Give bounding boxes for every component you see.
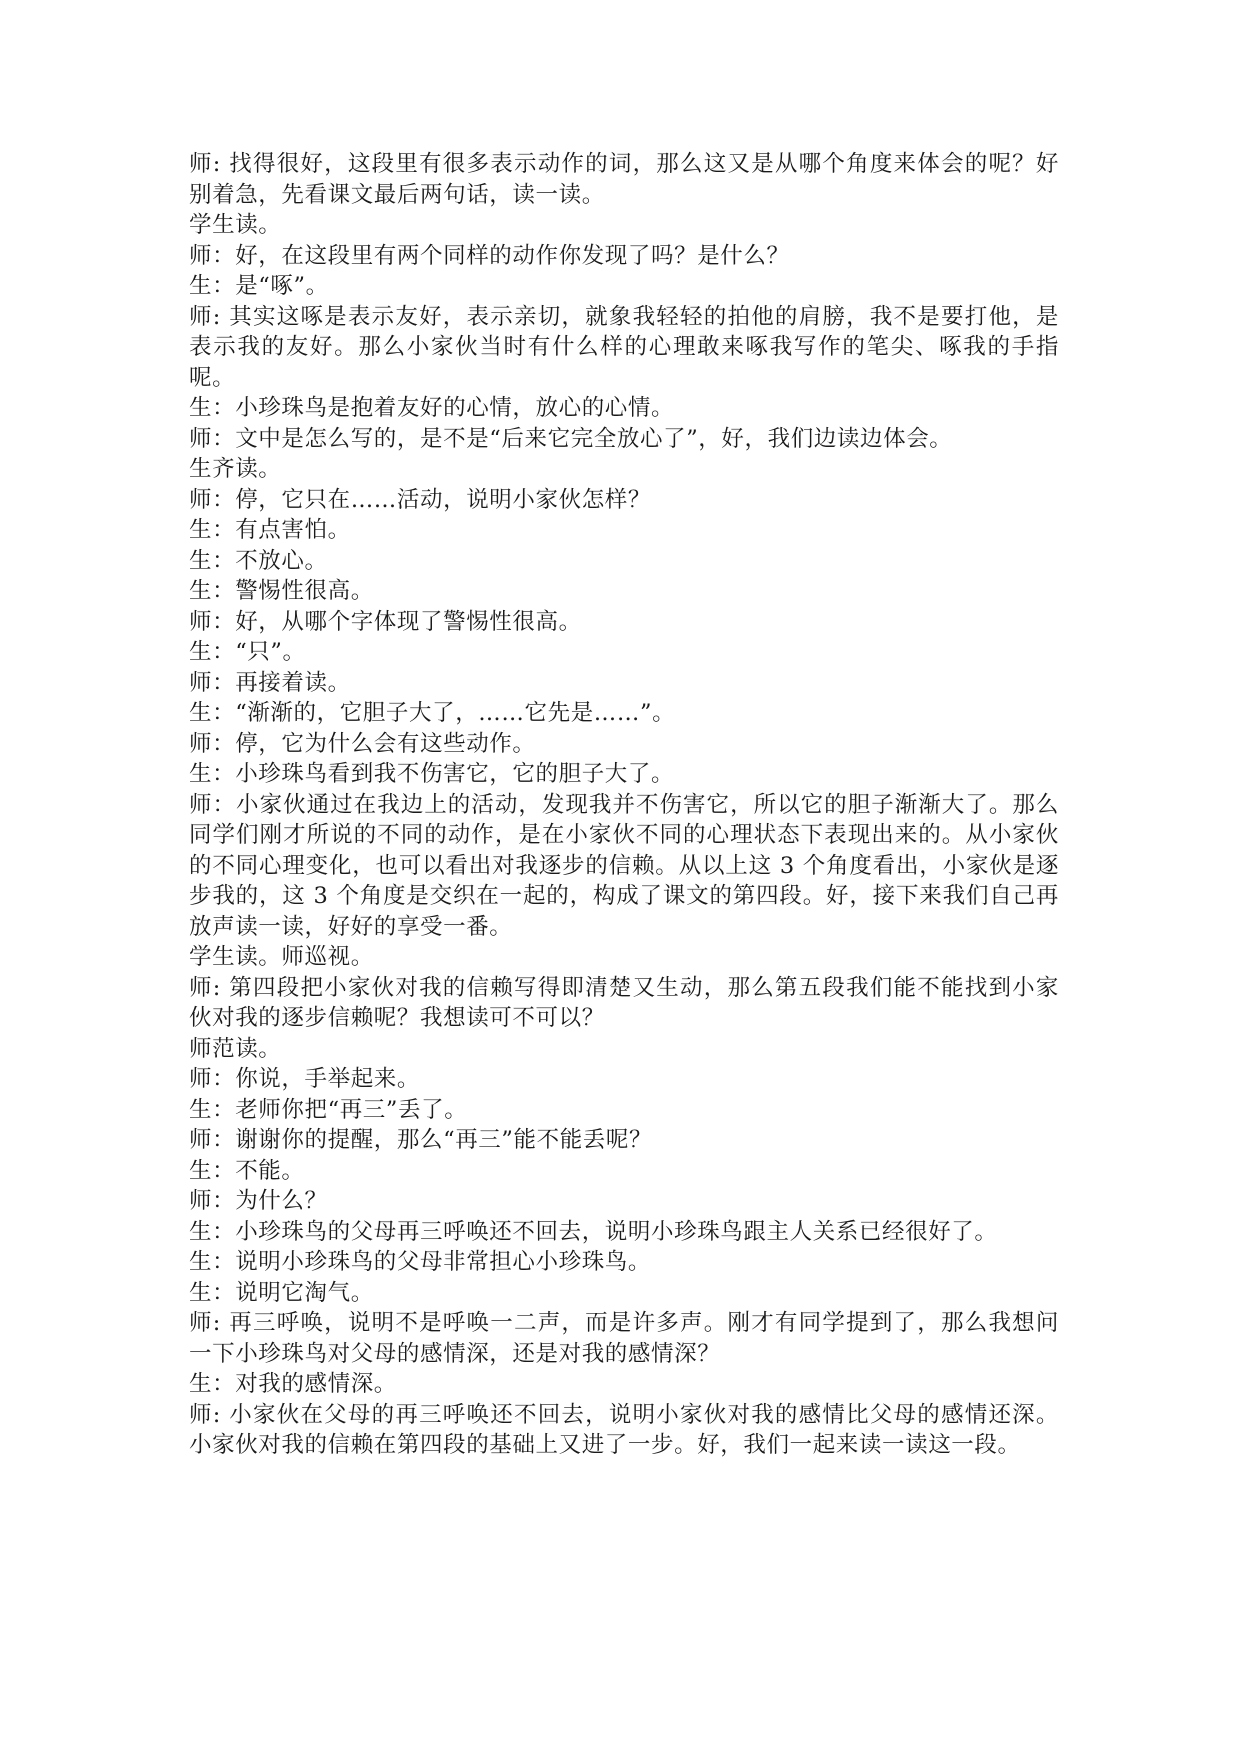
paragraph: 师：停，它为什么会有这些动作。 bbox=[189, 730, 536, 757]
paragraph: 师: 第四段把小家伙对我的信赖写得即清楚又生动，那么第五段我们能不能找到小家伙对我的逐步信赖呢？我想读可不可以？ bbox=[189, 974, 1059, 1031]
paragraph: 生：对我的感情深。 bbox=[189, 1371, 397, 1397]
paragraph: 学生读。 bbox=[189, 212, 282, 238]
paragraph: 生：说明它淘气。 bbox=[189, 1279, 374, 1306]
paragraph: 师：再接着读。 bbox=[189, 669, 351, 696]
paragraph: 师：为什么？ bbox=[189, 1188, 328, 1214]
paragraph: 师: 再三呼唤，说明不是呼唤一二声，而是许多声。刚才有同学提到了，那么我想问一下小珍珠鸟对父母的感情深，还是对我的感情深？ bbox=[189, 1310, 1059, 1367]
paragraph: 生：“只”。 bbox=[189, 639, 306, 665]
paragraph: 生：是“啄”。 bbox=[189, 273, 329, 299]
document-body bbox=[189, 149, 1059, 1461]
paragraph: 生齐读。 bbox=[189, 456, 282, 482]
paragraph: 师：小家伙通过在我边上的活动，发现我并不伤害它，所以它的胆子渐渐大了。那么同学们刚才所说的不同的动作，是在小家伙不同的心理状态下表现出来的。从小家伙的不同心理变化，也可以看出对我逐步的信赖。从以上这 3 个角度看出，小家伙是逐步我的，这 3 个角度是交织在一起的，构成了课文的第四段。好，接下来我们自己再放声读一读，好好的享受一番。 bbox=[189, 791, 1059, 940]
paragraph: 师：好，从哪个字体现了警惕性很高。 bbox=[189, 608, 582, 635]
paragraph: 师：你说，手举起来。 bbox=[189, 1066, 421, 1092]
paragraph: 生：小珍珠鸟是抱着友好的心情，放心的心情。 bbox=[189, 395, 675, 421]
paragraph: 生：不放心。 bbox=[189, 547, 328, 574]
paragraph: 师: 其实这啄是表示友好，表示亲切，就象我轻轻的拍他的肩膀，我不是要打他，是表示我的友好。那么小家伙当时有什么样的心理敢来啄我写作的笔尖、啄我的手指呢。 bbox=[189, 303, 1059, 391]
paragraph: 生：小珍珠鸟看到我不伤害它，它的胆子大了。 bbox=[189, 761, 675, 787]
paragraph: 师: 小家伙在父母的再三呼唤还不回去，说明小家伙对我的感情比父母的感情还深。小家伙对我的信赖在第四段的基础上又进了一步。好，我们一起来读一读这一段。 bbox=[189, 1401, 1059, 1458]
paragraph: 学生读。师巡视。 bbox=[189, 944, 374, 970]
paragraph: 师：好，在这段里有两个同样的动作你发现了吗？是什么？ bbox=[189, 242, 790, 269]
paragraph: 师: 找得很好，这段里有很多表示动作的词，那么这又是从哪个角度来体会的呢？好别着急，先看课文最后两句话，读一读。 bbox=[189, 151, 1059, 208]
paragraph: 生：不能。 bbox=[189, 1157, 305, 1184]
paragraph: 生：老师你把“再三”丢了。 bbox=[189, 1096, 468, 1123]
paragraph: 生：“渐渐的，它胆子大了，……它先是……”。 bbox=[189, 700, 676, 726]
paragraph: 生：小珍珠鸟的父母再三呼唤还不回去，说明小珍珠鸟跟主人关系已经很好了。 bbox=[189, 1218, 998, 1245]
paragraph: 生：警惕性很高。 bbox=[189, 578, 374, 604]
paragraph: 师：文中是怎么写的，是不是“后来它完全放心了”，好，我们边读边体会。 bbox=[189, 425, 953, 452]
paragraph: 师：谢谢你的提醒，那么“再三”能不能丢呢？ bbox=[189, 1127, 653, 1153]
paragraph: 生：有点害怕。 bbox=[189, 517, 351, 543]
paragraph: 师：停，它只在……活动，说明小家伙怎样？ bbox=[189, 486, 652, 513]
paragraph: 生：说明小珍珠鸟的父母非常担心小珍珠鸟。 bbox=[189, 1249, 652, 1275]
paragraph: 师范读。 bbox=[189, 1035, 282, 1062]
